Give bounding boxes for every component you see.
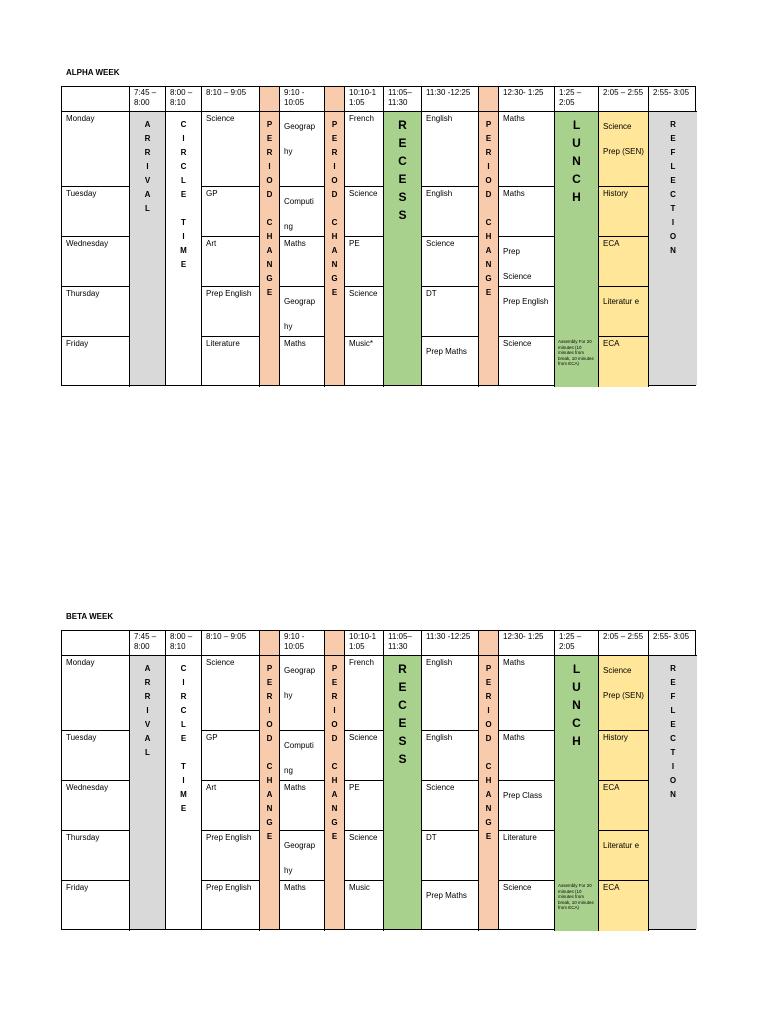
band-letter: I [671,218,675,227]
band-letter: O [485,176,492,185]
band-letter [260,202,279,216]
band-letter: E [266,678,273,687]
day-label: Monday [62,656,130,731]
band-letter: I [268,162,271,171]
time-header: 8:00 – 8:10 [166,87,202,112]
band-letter: I [671,762,675,771]
lesson-cell: Computi ng [280,731,325,781]
band-letter: R [331,148,338,157]
lesson-cell: Prep Science [499,237,555,287]
band-letter: S [398,208,407,222]
lesson-cell: Music* [345,337,384,387]
band-letter: A [485,246,492,255]
band-letter: D [331,190,338,199]
period-change-band [260,656,280,929]
lesson-cell: Prep English [499,287,555,337]
lesson-cell: History [599,731,649,781]
band-letter: H [266,232,273,241]
band-letter: A [266,246,273,255]
lesson-cell: PE [345,237,384,287]
band-letter: I [487,162,490,171]
time-header: 2:55- 3:05 [649,87,697,112]
lesson-cell: Science [345,287,384,337]
lesson-cell: French [345,656,384,731]
band-letter [479,202,498,216]
band-letter: R [398,662,407,676]
band-letter: C [485,762,492,771]
band-letter: E [398,136,407,150]
lesson-cell: Music [345,881,384,931]
band-letter: N [331,260,338,269]
band-letter: S [398,752,407,766]
band-letter: A [331,790,338,799]
band-letter: U [572,680,581,694]
band-letter [479,746,498,760]
band-letter: M [180,246,187,255]
band-letter: I [182,678,185,687]
band-letter: C [180,120,187,129]
time-header: 9:10 - 10:05 [280,87,325,112]
band-letter: I [268,706,271,715]
band-letter: C [398,698,407,712]
band-letter: S [398,190,407,204]
circle-time-band [166,656,202,929]
band-letter [325,746,344,760]
band-letter: O [266,176,273,185]
week-title: ALPHA WEEK [66,68,120,77]
band-letter: E [266,288,273,297]
band-letter: E [670,134,676,143]
band-letter: H [485,776,492,785]
band-letter: N [572,698,581,712]
band-letter: I [182,776,185,785]
reflection-band [649,656,697,929]
lesson-cell: Maths [499,112,555,187]
band-letter: O [331,176,338,185]
lesson-cell: Science [345,831,384,881]
band-letter: E [398,680,407,694]
lesson-cell: Literatur e [599,287,649,337]
time-header: 2:05 – 2:55 [599,87,649,112]
lesson-cell: Maths [280,337,325,387]
time-header: 11:05– 11:30 [384,87,422,112]
band-letter: D [331,734,338,743]
band-letter: E [331,832,338,841]
period-change-band [479,656,499,929]
time-header [62,87,130,112]
lesson-cell: Science [499,881,555,931]
time-header: 8:00 – 8:10 [166,631,202,656]
band-letter: C [331,218,338,227]
band-letter: L [572,662,581,676]
band-letter: E [180,190,187,199]
lesson-cell: Art [202,781,260,831]
period-change-band [479,112,499,385]
band-letter: H [572,734,581,748]
band-letter: L [670,706,676,715]
time-header [325,631,345,656]
band-letter: E [398,716,407,730]
band-letter: R [144,148,151,157]
lesson-cell: Geograp hy [280,656,325,731]
time-header: 12:30- 1:25 [499,631,555,656]
time-header: 11:30 -12:25 [422,87,479,112]
lesson-cell: Maths [280,881,325,931]
band-letter: E [266,134,273,143]
lesson-cell: ECA [599,337,649,387]
lesson-cell: ECA [599,237,649,287]
band-letter: E [331,678,338,687]
band-letter: A [331,246,338,255]
lesson-cell: History [599,187,649,237]
week-title: BETA WEEK [66,612,114,621]
timetable-grid [61,86,696,386]
band-letter: R [144,678,151,687]
time-header: 8:10 – 9:05 [202,87,260,112]
band-letter: G [331,274,338,283]
time-header: 1:25 – 2:05 [555,87,599,112]
day-label: Friday [62,337,130,387]
band-letter: E [670,720,676,729]
band-letter: P [331,664,338,673]
lesson-cell: Science [422,781,479,831]
band-letter: E [398,172,407,186]
lesson-cell: Geograp hy [280,112,325,187]
band-letter: N [485,260,492,269]
band-letter: I [333,162,336,171]
lesson-cell: Science [345,731,384,781]
band-letter: N [485,804,492,813]
band-letter: R [266,692,273,701]
lesson-cell: Science [345,187,384,237]
band-letter: R [331,692,338,701]
timetable-grid [61,630,696,930]
time-header: 7:45 – 8:00 [130,631,166,656]
band-letter: C [572,716,581,730]
band-letter: E [266,832,273,841]
band-letter: D [266,190,273,199]
band-letter: C [180,706,187,715]
band-letter: I [333,706,336,715]
lesson-cell: Prep English [202,287,260,337]
day-label: Tuesday [62,187,130,237]
lunch-band [555,656,599,881]
band-letter: G [485,818,492,827]
time-header [260,631,280,656]
time-header: 2:05 – 2:55 [599,631,649,656]
band-letter: U [572,136,581,150]
band-letter: V [144,176,151,185]
band-letter: A [144,664,151,673]
band-letter: V [144,720,151,729]
band-letter: T [670,748,676,757]
circle-time-band [166,112,202,385]
band-letter: N [670,790,676,799]
band-letter: T [181,762,186,771]
band-letter: I [487,706,490,715]
band-letter: E [485,288,492,297]
band-letter: E [180,734,187,743]
band-letter: A [144,190,151,199]
band-letter: R [266,148,273,157]
band-letter: M [180,790,187,799]
band-letter: C [572,172,581,186]
band-letter: T [670,204,676,213]
time-header [325,87,345,112]
time-header: 1:25 – 2:05 [555,631,599,656]
band-letter: P [266,120,273,129]
band-letter: E [331,134,338,143]
lesson-cell: Literatur e [599,831,649,881]
band-letter: R [670,120,676,129]
time-header: 11:05– 11:30 [384,631,422,656]
time-header: 10:10-1 1:05 [345,87,384,112]
lesson-cell: Science [422,237,479,287]
day-label: Friday [62,881,130,931]
lesson-cell: Science [202,112,260,187]
band-letter: R [398,118,407,132]
band-letter: L [670,162,676,171]
band-letter: C [266,762,273,771]
band-letter: C [670,734,676,743]
day-label: Tuesday [62,731,130,781]
time-header: 10:10-1 1:05 [345,631,384,656]
recess-band [384,112,422,385]
band-letter: P [266,664,273,673]
band-letter [325,202,344,216]
band-letter: S [398,734,407,748]
band-letter: G [331,818,338,827]
band-letter: N [266,804,273,813]
day-label: Thursday [62,287,130,337]
band-letter: A [144,734,151,743]
day-label: Wednesday [62,781,130,831]
lesson-cell: GP [202,187,260,237]
lesson-cell: DT [422,831,479,881]
band-letter: H [485,232,492,241]
band-letter: P [331,120,338,129]
lesson-cell: Science [202,656,260,731]
band-letter: E [670,176,676,185]
lesson-cell: English [422,656,479,731]
band-letter: C [266,218,273,227]
time-header: 9:10 - 10:05 [280,631,325,656]
lesson-cell: Prep English [202,881,260,931]
band-letter: C [485,218,492,227]
band-letter: A [266,790,273,799]
band-letter: H [572,190,581,204]
time-header: 2:55- 3:05 [649,631,697,656]
band-letter: A [485,790,492,799]
time-header: 8:10 – 9:05 [202,631,260,656]
band-letter: R [144,692,151,701]
band-letter: D [266,734,273,743]
lesson-cell: Literature [499,831,555,881]
lesson-cell: Assembly For 20 minutes (10 minutes from break, 10 minutes from ECA) [555,337,599,387]
band-letter: O [266,720,273,729]
band-letter: R [180,148,187,157]
band-letter: E [180,260,187,269]
band-letter: G [266,818,273,827]
band-letter: F [670,148,676,157]
time-header: 7:45 – 8:00 [130,87,166,112]
band-letter: H [266,776,273,785]
lesson-cell: Literature [202,337,260,387]
lesson-cell: ECA [599,781,649,831]
band-letter: N [331,804,338,813]
lesson-cell: Prep Maths [422,337,479,387]
band-letter: L [181,176,186,185]
band-letter: R [670,664,676,673]
lesson-cell: Maths [280,237,325,287]
band-letter: P [485,120,492,129]
band-letter [166,746,201,760]
band-letter: E [485,678,492,687]
band-letter: F [670,692,676,701]
band-letter: E [180,804,187,813]
band-letter: E [331,288,338,297]
reflection-band [649,112,697,385]
lesson-cell: Assembly For 20 minutes (10 minutes from break, 10 minutes from ECA) [555,881,599,931]
lesson-cell: English [422,187,479,237]
day-label: Monday [62,112,130,187]
lesson-cell: GP [202,731,260,781]
lesson-cell: Maths [499,656,555,731]
lesson-cell: Geograp hy [280,831,325,881]
band-letter: O [485,720,492,729]
lesson-cell: Prep English [202,831,260,881]
lesson-cell: Science Prep (SEN) [599,112,649,187]
band-letter: D [485,734,492,743]
band-letter: O [669,776,677,785]
time-header: 11:30 -12:25 [422,631,479,656]
band-letter: E [485,832,492,841]
band-letter: L [145,204,150,213]
band-letter: R [485,148,492,157]
lesson-cell: Art [202,237,260,287]
band-letter: I [146,162,149,171]
day-label: Wednesday [62,237,130,287]
band-letter: I [146,706,149,715]
time-header [62,631,130,656]
band-letter: O [669,232,677,241]
band-letter: G [485,274,492,283]
band-letter: N [670,246,676,255]
band-letter: R [144,134,151,143]
lesson-cell: Prep Maths [422,881,479,931]
band-letter: L [572,118,581,132]
period-change-band [260,112,280,385]
band-letter: O [331,720,338,729]
band-letter: C [398,154,407,168]
band-letter: H [331,776,338,785]
band-letter: L [145,748,150,757]
lesson-cell: English [422,112,479,187]
time-header [479,631,499,656]
band-letter: I [182,134,185,143]
lesson-cell: English [422,731,479,781]
recess-band [384,656,422,929]
band-letter: T [181,218,186,227]
time-header: 12:30- 1:25 [499,87,555,112]
band-letter: L [181,720,186,729]
band-letter: I [182,232,185,241]
lesson-cell: PE [345,781,384,831]
band-letter: H [331,232,338,241]
band-letter: C [670,190,676,199]
day-label: Thursday [62,831,130,881]
band-letter: N [572,154,581,168]
band-letter: D [485,190,492,199]
lesson-cell: Maths [280,781,325,831]
band-letter: E [485,134,492,143]
lesson-cell: Science [499,337,555,387]
lesson-cell: Prep Class [499,781,555,831]
band-letter [260,746,279,760]
band-letter: P [485,664,492,673]
band-letter: N [266,260,273,269]
lesson-cell: Maths [499,187,555,237]
band-letter: E [670,678,676,687]
band-letter: R [485,692,492,701]
lesson-cell: Maths [499,731,555,781]
lesson-cell: Computi ng [280,187,325,237]
lesson-cell: French [345,112,384,187]
time-header [479,87,499,112]
band-letter: C [180,162,187,171]
band-letter: C [331,762,338,771]
arrival-band [130,112,166,385]
period-change-band [325,112,345,385]
lesson-cell: ECA [599,881,649,931]
lunch-band [555,112,599,337]
band-letter: C [180,664,187,673]
time-header [260,87,280,112]
arrival-band [130,656,166,929]
lesson-cell: Science Prep (SEN) [599,656,649,731]
band-letter [166,202,201,216]
band-letter: G [266,274,273,283]
lesson-cell: Geograp hy [280,287,325,337]
band-letter: A [144,120,151,129]
lesson-cell: DT [422,287,479,337]
band-letter: R [180,692,187,701]
period-change-band [325,656,345,929]
